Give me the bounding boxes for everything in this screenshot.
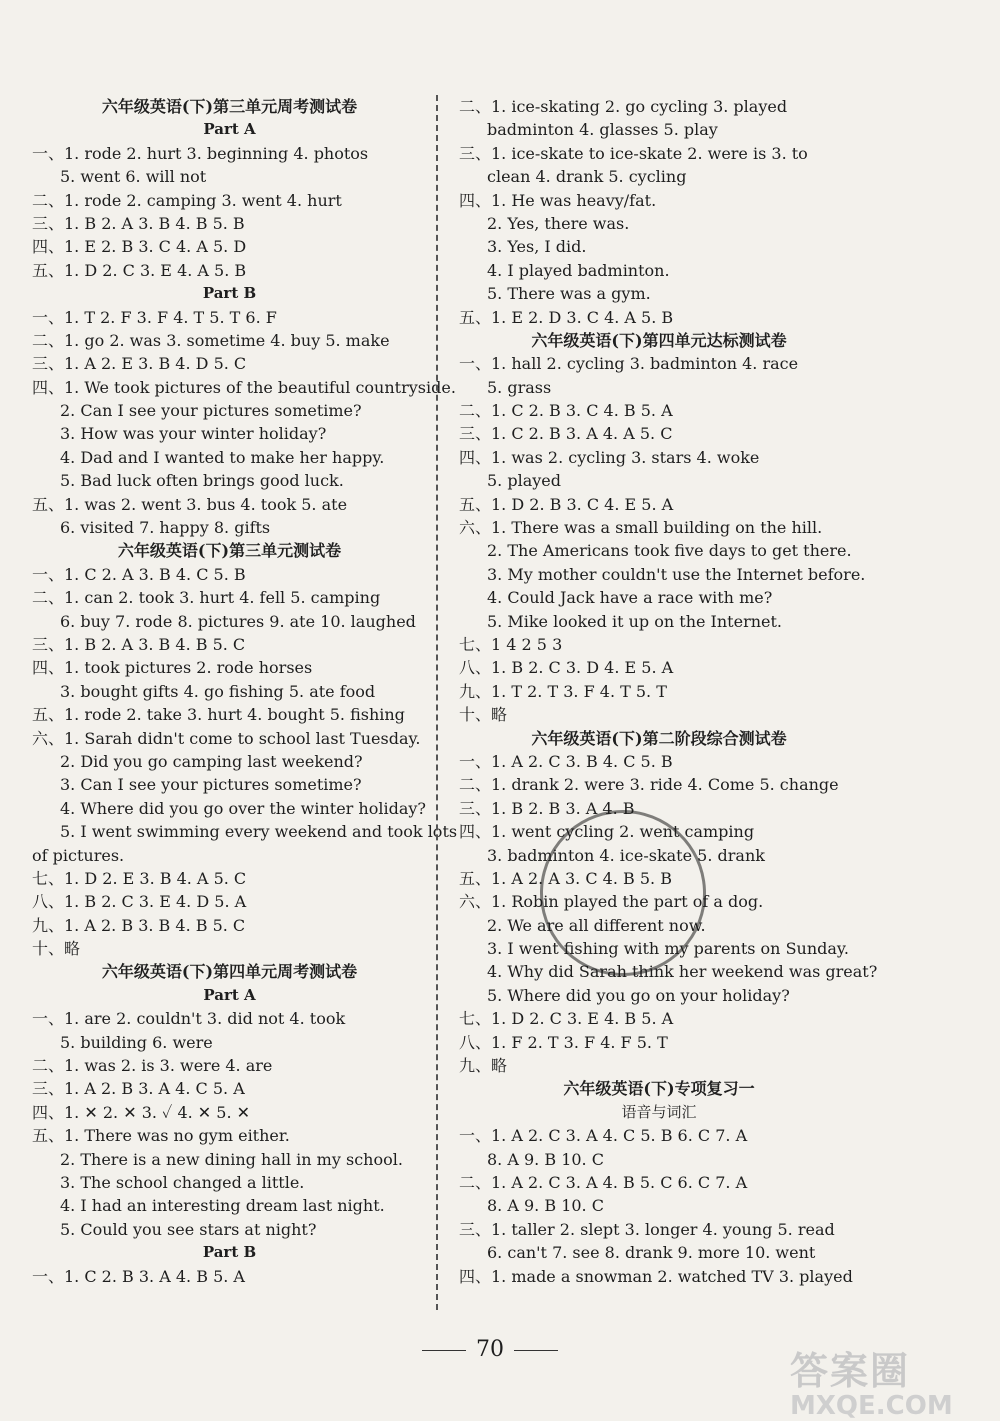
answer-line: 二、1. rode 2. camping 3. went 4. hurt [32,190,342,210]
answer-line: 8. A 9. B 10. C [487,1149,604,1169]
answer-line: 4. Why did Sarah think her weekend was great? [487,962,878,982]
section-title: 六年级英语(下)第四单元达标测试卷 [531,330,787,350]
answer-line: 三、1. B 2. B 3. A 4. B [459,798,635,818]
answer-line: 3. How was your winter holiday? [60,424,327,444]
page-number [380,1337,600,1362]
answer-line: 七、1. D 2. C 3. E 4. B 5. A [459,1009,674,1029]
answer-line: 三、1. A 2. E 3. B 4. D 5. C [32,354,247,374]
answer-line: 4. Where did you go over the winter holiday? [60,798,426,818]
answer-line: 二、1. drank 2. were 3. ride 4. Come 5. change [459,775,839,795]
answer-line: 一、1. T 2. F 3. F 4. T 5. T 6. F [32,307,277,327]
answer-line: 二、1. go 2. was 3. sometime 4. buy 5. make [32,330,390,350]
answer-line: 2. Yes, there was. [487,213,630,233]
answer-line: 二、1. was 2. is 3. were 4. are [32,1056,273,1076]
answer-line: 一、1. C 2. A 3. B 4. C 5. B [32,564,246,584]
answer-line: 2. There is a new dining hall in my school. [60,1149,403,1169]
answer-line: 四、1. We took pictures of the beautiful countryside. [32,377,456,397]
section-subtitle: 语音与词汇 [621,1102,697,1121]
answer-line: 4. I played badminton. [487,260,670,280]
answer-line: 5. Could you see stars at night? [60,1219,317,1239]
section-title: 六年级英语(下)第二阶段综合测试卷 [531,728,787,748]
answer-line: 一、1. hall 2. cycling 3. badminton 4. race [459,354,799,374]
answer-line: 5. Where did you go on your holiday? [487,985,790,1005]
answer-line: 二、1. can 2. took 3. hurt 4. fell 5. camping [32,588,381,608]
answer-line: 三、1. taller 2. slept 3. longer 4. young 5. read [459,1219,835,1239]
section-subtitle: Part A [203,120,256,139]
answer-line: 一、1. C 2. B 3. A 4. B 5. A [32,1266,245,1286]
answer-line: 四、1. E 2. B 3. C 4. A 5. D [32,237,247,257]
watermark-logo [790,1340,990,1421]
answer-line: 三、1. B 2. A 3. B 4. B 5. C [32,634,246,654]
section-title: 六年级英语(下)第三单元周考测试卷 [101,97,358,116]
page-number-text: 70 [476,1337,504,1362]
section-subtitle: Part B [202,1243,257,1262]
answer-line: 三、1. B 2. A 3. B 4. B 5. B [32,213,245,233]
column-divider [436,95,438,1310]
answer-line: 3. My mother couldn't use the Internet before. [487,564,866,584]
answer-line: 七、1 4 2 5 3 [459,634,563,654]
section-title: 六年级英语(下)第三单元测试卷 [117,541,342,561]
answer-line: 七、1. D 2. E 3. B 4. A 5. C [32,868,247,888]
answer-line: 八、1. B 2. C 3. D 4. E 5. A [459,658,674,678]
section-title: 六年级英语(下)第四单元周考测试卷 [101,962,358,982]
section-subtitle: Part A [203,985,256,1004]
answer-line: 5. There was a gym. [487,284,651,304]
answer-line: 三、1. C 2. B 3. A 4. A 5. C [459,424,673,444]
left-column [32,95,458,1288]
answer-line: 8. A 9. B 10. C [487,1196,604,1216]
section-title: 六年级英语(下)专项复习一 [563,1079,755,1099]
answer-line: 四、1. He was heavy/fat. [459,190,657,210]
answer-line: 六、1. There was a small building on the hill. [459,518,823,538]
answer-line: 3. bought gifts 4. go fishing 5. ate food [60,681,376,701]
answer-line: 2. We are all different now. [487,915,706,935]
right-column [459,95,878,1288]
answer-line: 八、1. B 2. C 3. E 4. D 5. A [32,892,247,912]
answer-line: clean 4. drank 5. cycling [487,167,687,187]
answer-line: 一、1. are 2. couldn't 3. did not 4. took [32,1009,346,1029]
answer-line: 3. The school changed a little. [60,1172,305,1192]
answer-line: 5. Mike looked it up on the Internet. [487,611,783,631]
answer-line: 九、1. T 2. T 3. F 4. T 5. T [459,681,667,701]
answer-line: 五、1. D 2. C 3. E 4. A 5. B [32,260,247,280]
answer-line: badminton 4. glasses 5. play [487,120,718,140]
answer-line: 五、1. was 2. went 3. bus 4. took 5. ate [32,494,348,514]
answer-line: 五、1. rode 2. take 3. hurt 4. bought 5. fishing [32,705,405,725]
answer-line: 4. I had an interesting dream last night. [60,1196,385,1216]
answer-line: 十、略 [32,939,81,959]
answer-line: 6. can't 7. see 8. drank 9. more 10. went [487,1243,816,1263]
answer-line: 4. Could Jack have a race with me? [487,588,773,608]
answer-line: of pictures. [32,845,125,865]
answer-line: 2. Can I see your pictures sometime? [60,401,362,421]
answer-line: 九、1. A 2. B 3. B 4. B 5. C [32,915,246,935]
answer-line: 五、1. E 2. D 3. C 4. A 5. B [459,307,674,327]
page-number-dash-left [422,1350,466,1351]
page-number-dash-right [514,1350,558,1351]
answer-line: 5. went 6. will not [60,167,207,187]
answer-line: 6. visited 7. happy 8. gifts [60,518,271,538]
answer-line: 八、1. F 2. T 3. F 4. F 5. T [459,1032,668,1052]
answer-line: 4. Dad and I wanted to make her happy. [60,447,385,467]
answer-line: 5. building 6. were [60,1032,213,1052]
answer-line: 五、1. D 2. B 3. C 4. E 5. A [459,494,674,514]
answer-line: 二、1. C 2. B 3. C 4. B 5. A [459,401,673,421]
answer-line: 三、1. ice-skate to ice-skate 2. were is 3. to [459,143,808,163]
answer-line: 3. Yes, I did. [487,237,587,257]
watermark-url: MXQE.COM [790,1391,953,1421]
answer-line: 五、1. A 2. A 3. C 4. B 5. B [459,868,672,888]
section-subtitle: Part B [202,284,257,303]
answer-line: 5. grass [487,377,552,397]
answer-line: 十、略 [459,705,508,725]
answer-line: 三、1. A 2. B 3. A 4. C 5. A [32,1079,245,1099]
answer-line: 5. played [487,471,561,491]
answer-line: 一、1. A 2. C 3. A 4. C 5. B 6. C 7. A [459,1126,748,1146]
answer-line: 一、1. A 2. C 3. B 4. C 5. B [459,751,673,771]
answer-line: 3. Can I see your pictures sometime? [60,775,362,795]
answer-line: 5. I went swimming every weekend and took lots [60,822,458,842]
answer-line: 2. The Americans took five days to get there. [487,541,852,561]
answer-line: 二、1. A 2. C 3. A 4. B 5. C 6. C 7. A [459,1172,748,1192]
answer-line: 四、1. ✕ 2. ✕ 3. ✓ 4. ✕ 5. ✕ [32,1102,251,1122]
answer-line: 一、1. rode 2. hurt 3. beginning 4. photos [32,143,369,163]
answer-line: 六、1. Sarah didn't come to school last Tuesday. [32,728,421,748]
answer-line: 2. Did you go camping last weekend? [60,751,363,771]
answer-line: 六、1. Robin played the part of a dog. [459,892,764,912]
answer-line: 四、1. went cycling 2. went camping [459,822,755,842]
answer-line: 五、1. There was no gym either. [32,1126,290,1146]
watermark-logo-text: 答案圈 [790,1349,911,1393]
answer-line: 四、1. was 2. cycling 3. stars 4. woke [459,447,760,467]
answer-line: 6. buy 7. rode 8. pictures 9. ate 10. laughed [60,611,416,631]
answer-line: 3. badminton 4. ice-skate 5. drank [487,845,765,865]
answer-line: 四、1. took pictures 2. rode horses [32,658,313,678]
answer-line: 二、1. ice-skating 2. go cycling 3. played [459,97,788,116]
answer-line: 四、1. made a snowman 2. watched TV 3. played [459,1266,853,1286]
answer-line: 3. I went fishing with my parents on Sunday. [487,939,849,959]
answer-line: 5. Bad luck often brings good luck. [60,471,344,491]
answer-line: 九、略 [459,1056,508,1076]
